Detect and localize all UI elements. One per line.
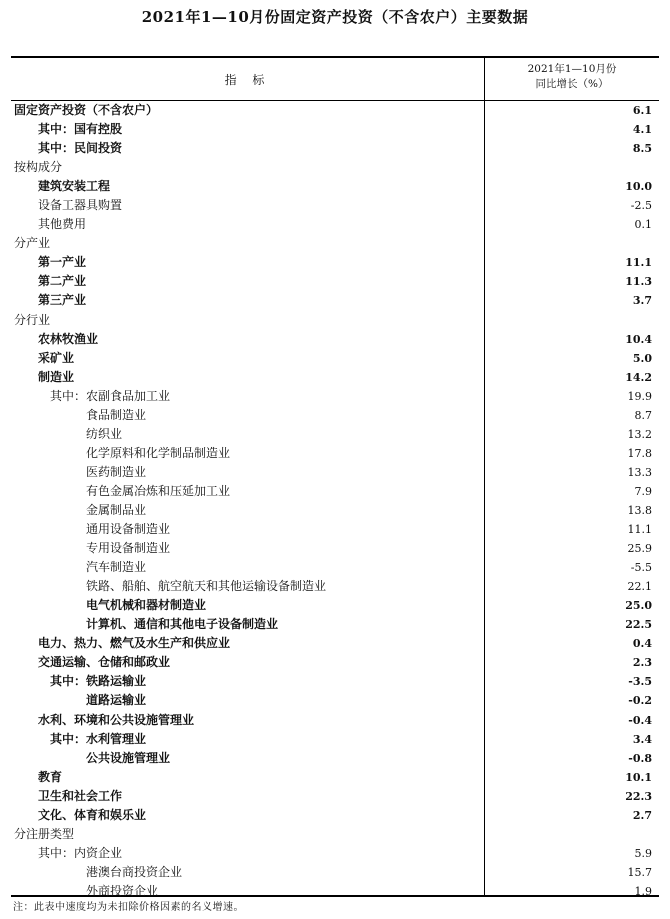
table-row [11,177,659,196]
row-label: 电力、热力、燃气及水生产和供应业 [38,636,231,651]
row-label: 分注册类型 [14,826,75,841]
table-row [11,653,659,672]
table-row [11,387,659,406]
row-value: -0.8 [628,751,652,765]
table-row [11,330,659,349]
row-label: 汽车制造业 [86,560,147,575]
table-row [11,196,659,215]
table-row [11,368,659,387]
row-value: 10.1 [625,770,652,784]
row-label: 其中：内资企业 [38,845,123,860]
row-label: 建筑安装工程 [38,179,111,194]
row-label: 外商投资企业 [86,883,159,898]
row-label: 交通运输、仓储和邮政业 [38,655,171,670]
page-title: 2021年1—10月份固定资产投资（不含农户）主要数据 [141,8,529,26]
row-value: 0.4 [632,637,652,651]
row-value: -0.4 [628,713,652,727]
row-label: 分产业 [14,236,51,251]
row-label: 有色金属冶炼和压延加工业 [86,483,231,498]
row-label: 第三产业 [38,293,87,308]
table-row [11,158,659,177]
row-value: 10.4 [625,332,652,346]
table-row [11,406,659,425]
table-row [11,482,659,501]
table-row [11,711,659,730]
row-label: 计算机、通信和其他电子设备制造业 [86,617,279,632]
row-label: 通用设备制造业 [86,522,171,537]
table-row [11,444,659,463]
row-label: 按构成分 [14,160,63,175]
row-label: 其中：民间投资 [38,141,123,156]
row-value: 25.9 [627,542,652,556]
table-body [11,101,659,901]
row-label: 食品制造业 [86,407,147,422]
table-row [11,634,659,653]
table-row [11,539,659,558]
row-label: 铁路、船舶、航空航天和其他运输设备制造业 [86,579,327,594]
row-value: 13.2 [627,427,652,441]
row-value: 5.0 [632,351,652,365]
row-label: 固定资产投资（不含农户） [14,103,159,117]
row-label: 专用设备制造业 [86,541,171,556]
row-value: 3.7 [632,294,652,308]
row-label: 第一产业 [38,255,87,270]
table-row [11,501,659,520]
row-value: 7.9 [634,484,652,498]
row-label: 道路运输业 [86,693,147,708]
row-value: 4.1 [632,123,652,137]
table-row [11,234,659,253]
table-row [11,730,659,749]
row-label: 纺织业 [86,426,123,441]
data-table [11,56,659,897]
table-row [11,253,659,272]
row-label: 其他费用 [38,217,87,232]
row-value: 17.8 [627,446,652,460]
row-value: -3.5 [628,675,652,689]
row-value: 6.1 [632,104,652,117]
row-label: 文化、体育和娱乐业 [38,807,147,822]
row-label: 其中：铁路运输业 [50,674,147,689]
row-value: 11.1 [625,256,652,270]
table-row [11,615,659,634]
table-row [11,672,659,691]
row-value: 19.9 [627,389,652,403]
indicator-header: 指 标 [224,72,271,87]
row-label: 采矿业 [38,350,75,365]
row-label: 农林牧渔业 [38,331,99,346]
table-row [11,463,659,482]
table-row [11,787,659,806]
table-row [11,749,659,768]
row-value: 22.1 [627,580,652,594]
row-value: 8.7 [634,408,652,422]
table-header [11,58,659,101]
row-label: 其中：农副食品加工业 [50,388,171,403]
row-value: 2.3 [632,656,652,670]
row-label: 设备工器具购置 [38,198,123,213]
row-value: 14.2 [625,370,652,384]
row-value: -0.2 [628,694,652,708]
growth-header-period: 2021年1—10月份 [527,63,617,75]
table-row [11,139,659,158]
row-label: 公共设施管理业 [86,750,171,765]
row-label: 卫生和社会工作 [38,788,123,803]
row-value: 22.5 [625,618,652,632]
row-value: 0.1 [634,218,652,232]
table-row [11,596,659,615]
table-row [11,844,659,863]
row-label: 电气机械和器材制造业 [86,598,207,613]
table-row [11,806,659,825]
table-row [11,101,659,120]
row-label: 制造业 [38,369,75,384]
table-row [11,863,659,882]
growth-header-unit: 同比增长（%） [535,78,609,90]
row-value: 11.1 [627,523,652,537]
row-label: 金属制品业 [86,502,147,517]
row-label: 港澳台商投资企业 [86,864,183,879]
row-label: 第二产业 [38,274,87,289]
table-row [11,691,659,710]
row-value: 15.7 [627,865,652,879]
growth-header [485,62,659,92]
footnote: 注：此表中速度均为未扣除价格因素的名义增速。 [13,902,244,913]
table-row [11,768,659,787]
table-row [11,349,659,368]
row-value: 10.0 [625,180,652,194]
row-value: 11.3 [625,275,652,289]
row-value: 13.3 [627,465,652,479]
table-row [11,311,659,330]
row-value: 13.8 [627,503,652,517]
row-value: 25.0 [625,599,652,613]
row-value: 3.4 [632,732,652,746]
table-row [11,558,659,577]
row-label: 医药制造业 [86,464,147,479]
table-row [11,520,659,539]
row-label: 教育 [38,769,63,784]
table-row [11,120,659,139]
table-row [11,577,659,596]
row-label: 化学原料和化学制品制造业 [86,445,231,460]
table-row [11,825,659,844]
row-label: 分行业 [14,312,51,327]
row-value: -5.5 [630,561,652,575]
row-value: 2.7 [632,808,652,822]
row-label: 其中：水利管理业 [50,731,147,746]
row-label: 其中：国有控股 [38,122,123,137]
table-row [11,291,659,310]
table-row [11,215,659,234]
row-value: 22.3 [625,789,652,803]
row-value: -2.5 [630,199,652,213]
table-row [11,425,659,444]
row-value: 5.9 [634,846,652,860]
table-row [11,272,659,291]
row-value: 8.5 [632,142,652,156]
row-label: 水利、环境和公共设施管理业 [38,712,195,727]
row-value: 1.9 [634,884,652,898]
